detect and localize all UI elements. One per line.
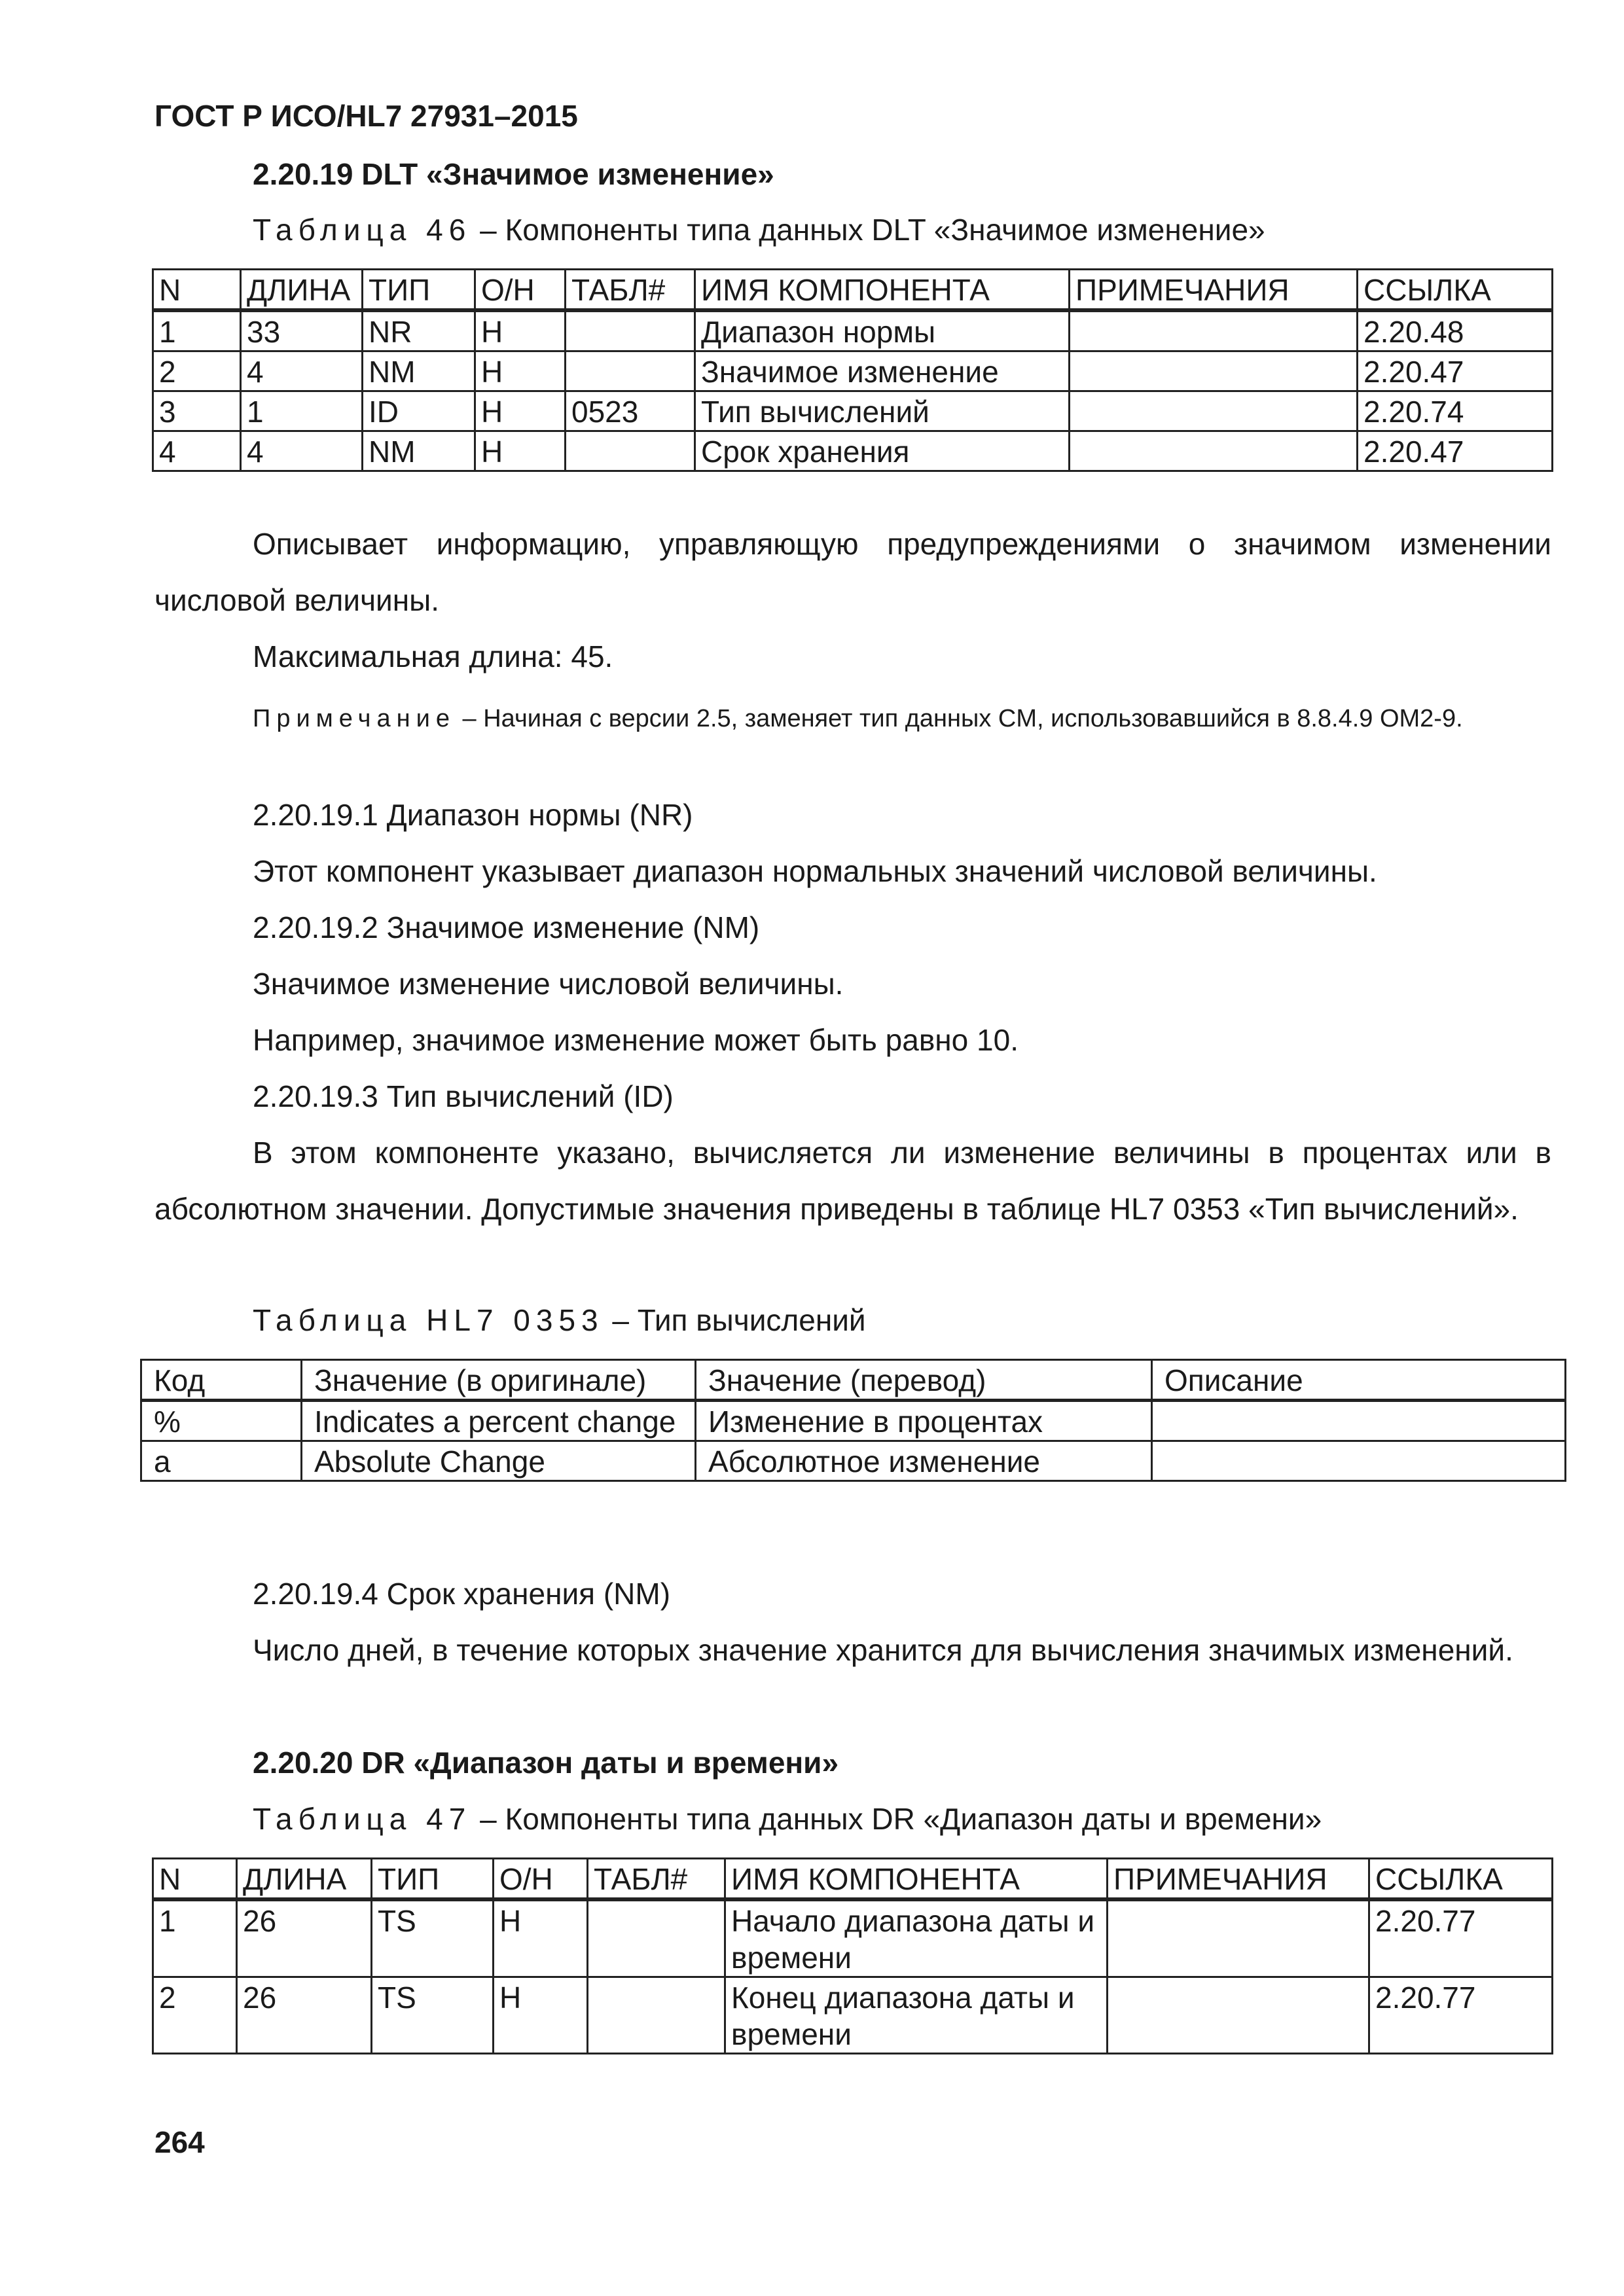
column-header: ПРИМЕЧАНИЯ	[1070, 270, 1358, 311]
table-0353-caption	[253, 1301, 866, 1339]
table-cell: 2.20.47	[1358, 351, 1553, 391]
column-header: ДЛИНА	[241, 270, 363, 311]
table-row	[153, 1899, 1553, 1977]
table-47-caption	[253, 1800, 1322, 1838]
subsection-title: 2.20.19.3 Тип вычислений (ID)	[253, 1079, 674, 1113]
column-header: ТАБЛ#	[588, 1859, 725, 1900]
table-cell: 2.20.47	[1358, 431, 1553, 471]
table-cell: Н	[494, 1899, 588, 1977]
table-cell: NM	[363, 351, 475, 391]
table-cell: 1	[241, 391, 363, 431]
table-cell	[566, 310, 695, 351]
column-header: О/Н	[494, 1859, 588, 1900]
table-cell	[1108, 1899, 1369, 1977]
table-cell: Срок хранения	[695, 431, 1070, 471]
column-header: ИМЯ КОМПОНЕНТА	[695, 270, 1070, 311]
table-0353-caption-text: – Тип вычислений	[604, 1303, 866, 1337]
subsection-example: Например, значимое изменение может быть равно 10.	[253, 1023, 1019, 1057]
column-header: ТАБЛ#	[566, 270, 695, 311]
table-cell	[566, 431, 695, 471]
column-header: ТИП	[363, 270, 475, 311]
table-row	[153, 431, 1553, 471]
table-cell: Тип вычислений	[695, 391, 1070, 431]
table-cell: 33	[241, 310, 363, 351]
table-cell	[588, 1977, 725, 2054]
table-cell: 26	[237, 1977, 372, 2054]
table-cell: Н	[475, 431, 566, 471]
table-0353-caption-label: Таблица HL7 0353	[253, 1303, 604, 1337]
subsection-title: 2.20.19.1 Диапазон нормы (NR)	[253, 798, 693, 832]
table-cell: Н	[475, 310, 566, 351]
table-cell: %	[141, 1401, 302, 1441]
table-cell: TS	[372, 1899, 494, 1977]
table-cell: 26	[237, 1899, 372, 1977]
column-header: Значение (в оригинале)	[302, 1360, 696, 1401]
table-cell: NR	[363, 310, 475, 351]
table-row	[153, 391, 1553, 431]
table-cell: NM	[363, 431, 475, 471]
table-cell: 2.20.77	[1369, 1899, 1553, 1977]
table-cell: Absolute Change	[302, 1441, 696, 1481]
column-header: ПРИМЕЧАНИЯ	[1108, 1859, 1369, 1900]
table-cell: ID	[363, 391, 475, 431]
column-header: N	[153, 1859, 237, 1900]
page-number: 264	[154, 2125, 205, 2159]
table-cell	[1070, 391, 1358, 431]
table-header-row	[153, 270, 1553, 311]
column-header: ССЫЛКА	[1358, 270, 1553, 311]
table-cell: 4	[241, 351, 363, 391]
table-hl7-0353	[140, 1359, 1566, 1482]
subsection-text: Число дней, в течение которых значение хранится для вычисления значимых изменений.	[253, 1633, 1513, 1667]
column-header: Код	[141, 1360, 302, 1401]
table-cell	[1070, 351, 1358, 391]
table-cell: 3	[153, 391, 241, 431]
table-cell: 2.20.74	[1358, 391, 1553, 431]
table-47-caption-text: – Компоненты типа данных DR «Диапазон даты и времени»	[471, 1802, 1322, 1836]
column-header: О/Н	[475, 270, 566, 311]
table-cell: 2	[153, 351, 241, 391]
table-cell: 2.20.48	[1358, 310, 1553, 351]
table-cell: TS	[372, 1977, 494, 2054]
table-46-caption	[253, 211, 1265, 249]
table-row	[153, 1977, 1553, 2054]
column-header: ТИП	[372, 1859, 494, 1900]
table-cell: Конец диапазона даты и времени	[725, 1977, 1108, 2054]
table-row	[153, 310, 1553, 351]
column-header: ДЛИНА	[237, 1859, 372, 1900]
column-header: ИМЯ КОМПОНЕНТА	[725, 1859, 1108, 1900]
table-46-caption-text: – Компоненты типа данных DLT «Значимое изменение»	[471, 213, 1265, 247]
table-46	[152, 268, 1553, 472]
section-heading-dr: 2.20.20 DR «Диапазон даты и времени»	[253, 1746, 839, 1780]
table-cell: Значимое изменение	[695, 351, 1070, 391]
subsection-title: 2.20.19.4 Срок хранения (NM)	[253, 1577, 671, 1611]
table-cell: 2.20.77	[1369, 1977, 1553, 2054]
table-46-caption-label: Таблица 46	[253, 213, 472, 247]
table-row	[141, 1441, 1566, 1481]
table-cell: Начало диапазона даты и времени	[725, 1899, 1108, 1977]
table-cell	[1152, 1401, 1566, 1441]
table-cell: 0523	[566, 391, 695, 431]
table-cell: 2	[153, 1977, 237, 2054]
table-row	[141, 1401, 1566, 1441]
table-cell: Абсолютное изменение	[696, 1441, 1152, 1481]
table-cell	[1070, 310, 1358, 351]
subsection-text: Этот компонент указывает диапазон нормальных значений числовой величины.	[253, 854, 1377, 888]
table-cell	[1070, 431, 1358, 471]
table-header-row	[141, 1360, 1566, 1401]
note-text: – Начиная с версии 2.5, заменяет тип данных CM, использовавшийся в 8.8.4.9 OM2-9.	[455, 705, 1463, 732]
table-cell: Н	[475, 351, 566, 391]
max-length-text: Максимальная длина: 45.	[253, 639, 613, 673]
table-cell	[588, 1899, 725, 1977]
table-cell: Indicates a percent change	[302, 1401, 696, 1441]
column-header: ССЫЛКА	[1369, 1859, 1553, 1900]
table-47-caption-label: Таблица 47	[253, 1802, 472, 1836]
table-cell: Изменение в процентах	[696, 1401, 1152, 1441]
table-cell	[1108, 1977, 1369, 2054]
column-header: Значение (перевод)	[696, 1360, 1152, 1401]
note-label: Примечание	[253, 705, 456, 732]
document-header: ГОСТ Р ИСО/HL7 27931–2015	[154, 99, 578, 133]
subsection-text: Значимое изменение числовой величины.	[253, 967, 844, 1001]
table-cell: Н	[475, 391, 566, 431]
table-cell	[1152, 1441, 1566, 1481]
table-header-row	[153, 1859, 1553, 1900]
table-cell: 4	[153, 431, 241, 471]
subsection-title: 2.20.19.2 Значимое изменение (NM)	[253, 910, 760, 944]
table-cell: Н	[494, 1977, 588, 2054]
table-row	[153, 351, 1553, 391]
column-header: Описание	[1152, 1360, 1566, 1401]
subsection-text: В этом компоненте указано, вычисляется ли изменение величины в процентах или в абсолютном значении. Допустимые значения приведены в таблице HL7 0353 «Тип вычислений».	[154, 1136, 1551, 1226]
table-cell: a	[141, 1441, 302, 1481]
column-header: N	[153, 270, 241, 311]
table-cell: 4	[241, 431, 363, 471]
note-paragraph	[154, 695, 1551, 742]
table-cell: Диапазон нормы	[695, 310, 1070, 351]
table-cell	[566, 351, 695, 391]
table-47	[152, 1857, 1553, 2054]
table-cell: 1	[153, 1899, 237, 1977]
section-heading-dlt: 2.20.19 DLT «Значимое изменение»	[253, 157, 774, 191]
description-paragraph: Описывает информацию, управляющую предупреждениями о значимом изменении числовой величины.	[154, 527, 1551, 617]
table-cell: 1	[153, 310, 241, 351]
